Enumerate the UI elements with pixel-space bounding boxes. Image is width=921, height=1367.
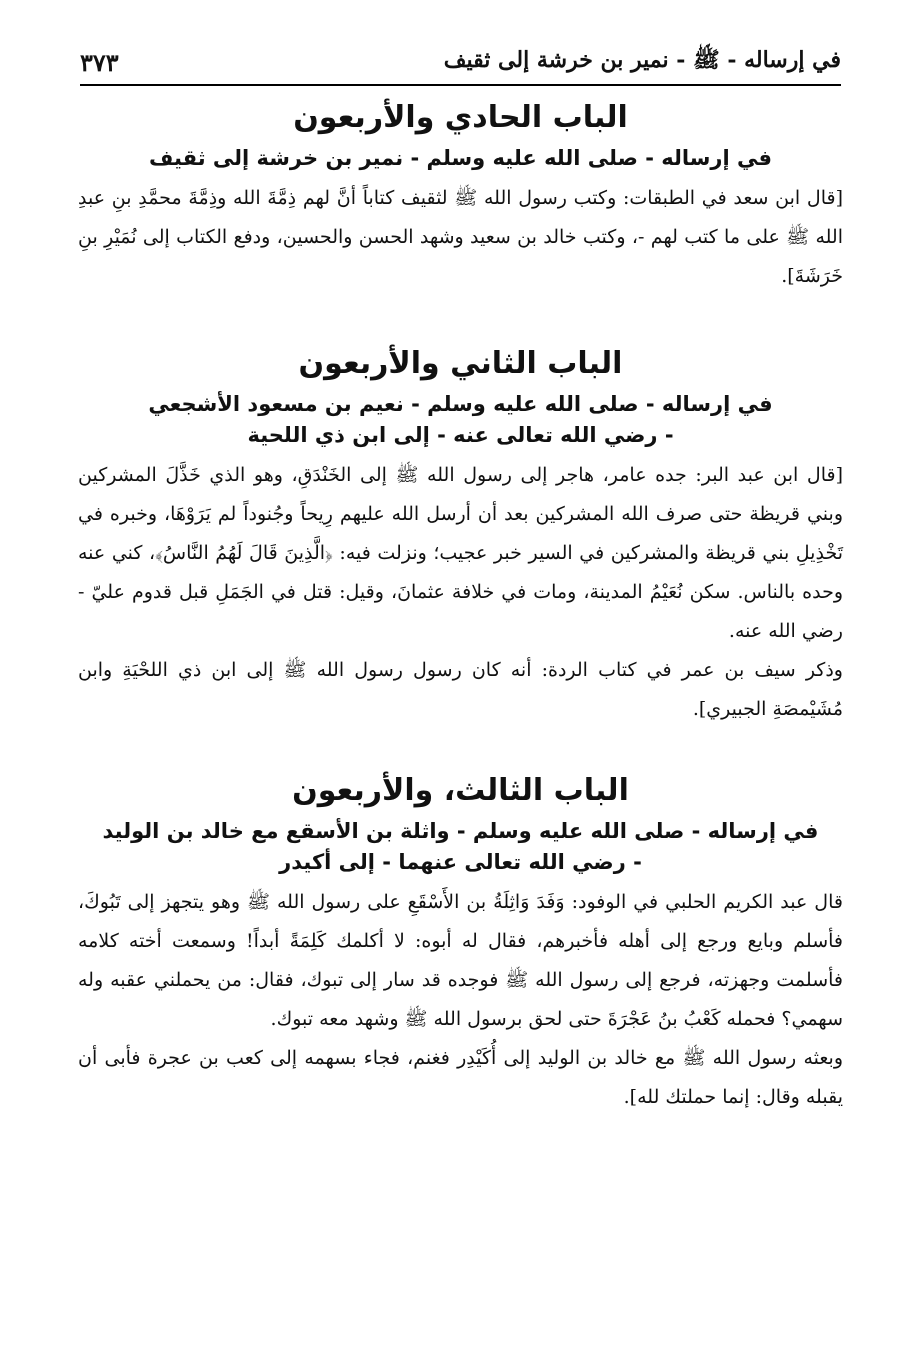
page-content	[78, 96, 843, 1117]
paragraph: [قال ابن عبد البر: جده عامر، هاجر إلى رسول الله ﷺ إلى الخَنْدَقِ، وهو الذي خَذَّلَ المشركين وبني قريظة حتى صرف الله المشركين بعد أن أرسل الله عليهم رِيحاً وجُنوداً لم يَرَوْهَا، وخبره في تَخْذِيلِ بني قريظة والمشركين في السير خبر عجيب؛ ونزلت فيه: ﴿الَّذِينَ قَالَ لَهُمُ النَّاسُ﴾، كني عنه وحده بالناس. سكن نُعَيْمُ المدينة، ومات في خلافة عثمانَ، وقيل: قتل في الجَمَلِ قبل قدوم عليّ - رضي الله عنه.	[78, 464, 843, 643]
chapter-subtitle: - رضي الله تعالى عنهما - إلى أكيدر	[279, 849, 642, 874]
chapter-subtitle: - رضي الله تعالى عنه - إلى ابن ذي اللحية	[247, 422, 674, 447]
chapter-41	[78, 100, 843, 296]
paragraph: [قال ابن سعد في الطبقات: وكتب رسول الله ﷺ لثقيف كتاباً أنَّ لهم ذِمَّةَ الله وذِمَّةَ محمَّدِ بنِ عبدِ الله ﷺ على ما كتب لهم -، وكتب خالد بن سعيد وشهد الحسن والحسين، ودفع الكتاب إلى نُمَيْرِ بنِ خَرَشَةَ].	[78, 187, 843, 288]
paragraph: قال عبد الكريم الحلبي في الوفود: وَفَدَ وَاثِلَةُ بن الأَسْقَعِ على رسول الله ﷺ وهو يتجهز إلى تَبُوكَ، فأسلم وبايع ورجع إلى أهله فأخبرهم، فقال له أبوه: لا أكلمك كَلِمَةً أبداً! وسمعت أخته كلامه فأسلمت وجهزته، فرجع إلى رسول الله ﷺ فوجده قد سار إلى تبوك، فقال: من يحملني عقبه وله سهمي؟ فحمله كَعْبُ بنُ عَجْرَةَ حتى لحق برسول الله ﷺ وشهد معه تبوك.	[78, 891, 843, 1031]
chapter-title: الباب الثالث، والأربعون	[292, 773, 629, 809]
running-header-title: في إرساله - ﷺ - نمير بن خرشة إلى ثقيف	[443, 47, 841, 73]
paragraph: وبعثه رسول الله ﷺ مع خالد بن الوليد إلى أُكَيْدِر فغنم، فجاء بسهمه إلى كعب بن عجرة فأبى أن يقبله وقال: إنما حملتك لله].	[78, 1047, 843, 1109]
paragraph: وذكر سيف بن عمر في كتاب الردة: أنه كان رسول رسول الله ﷺ إلى ابن ذي اللحْيَةِ وابن مُشَيْمصَةِ الجبيري].	[78, 659, 843, 721]
page-number: ٣٧٣	[80, 47, 119, 77]
chapter-subtitle: في إرساله - صلى الله عليه وسلم - نعيم بن مسعود الأشجعي	[148, 392, 773, 417]
running-header	[80, 40, 841, 86]
chapter-42	[78, 346, 843, 729]
chapter-subtitle: في إرساله - صلى الله عليه وسلم - نمير بن خرشة إلى ثقيف	[149, 146, 772, 170]
chapter-title: الباب الحادي والأربعون	[293, 100, 628, 135]
chapter-subtitle: في إرساله - صلى الله عليه وسلم - واثلة بن الأسقع مع خالد بن الوليد	[102, 819, 819, 844]
chapter-43	[78, 773, 843, 1117]
chapter-title: الباب الثاني والأربعون	[298, 346, 623, 382]
